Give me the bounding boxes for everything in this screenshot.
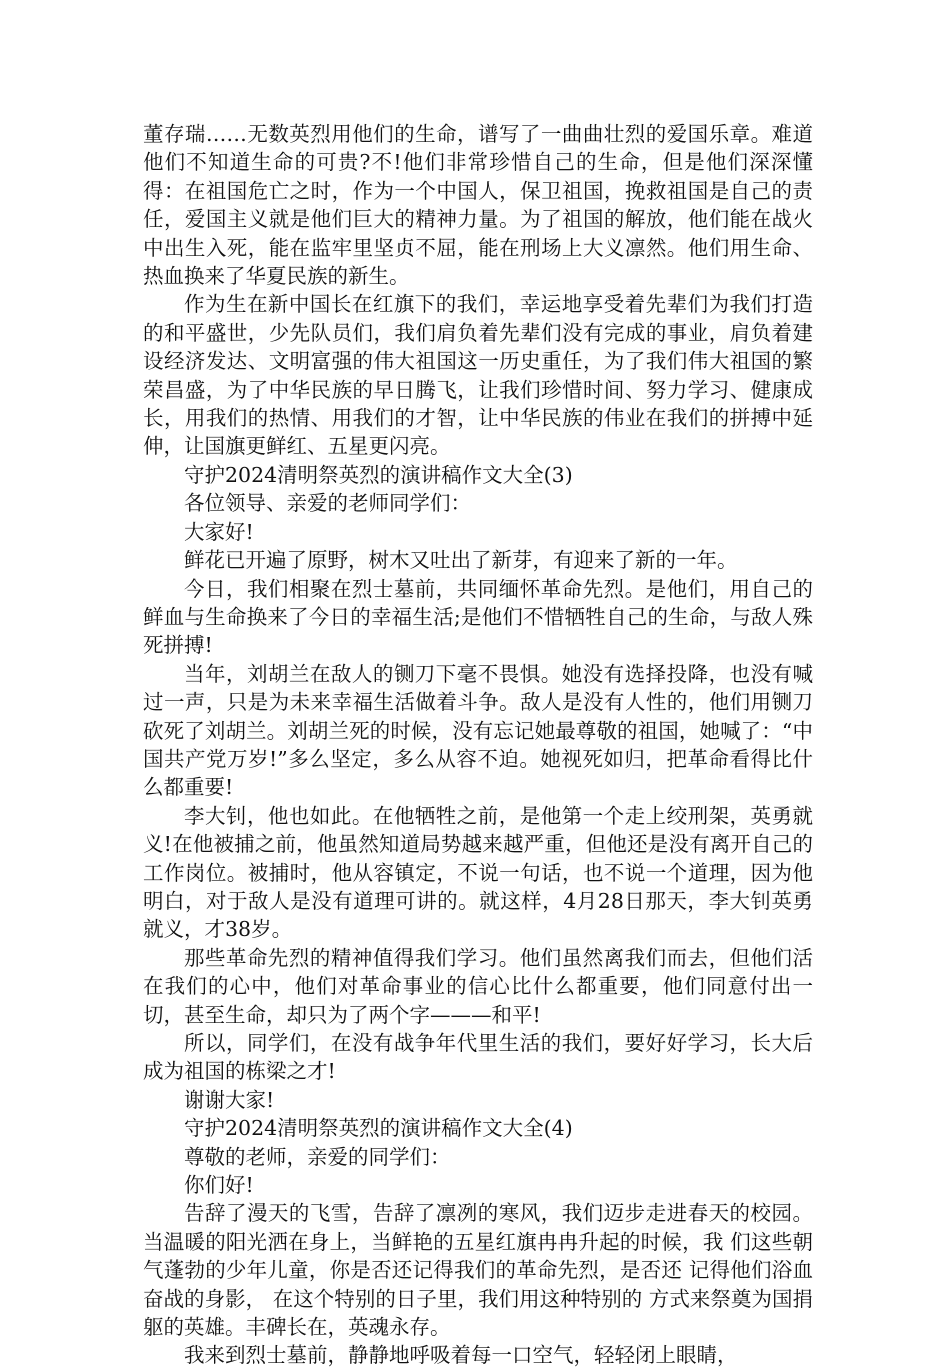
paragraph: 大家好! <box>184 519 254 544</box>
paragraph: 你们好! <box>184 1173 254 1198</box>
paragraph: 那些革命先烈的精神值得我们学习。他们虽然离我们而去，但他们活在我们的心中，他们对革命事业的信心比什么都重要，他们同意付出一切，甚至生命，却只为了两个字———和平! <box>143 945 813 1027</box>
paragraph: 我来到烈士墓前，静静地呼吸着每一口空气，轻轻闭上眼睛， <box>184 1343 738 1368</box>
paragraph: 谢谢大家! <box>184 1087 275 1112</box>
paragraph: 各位领导、亲爱的老师同学们： <box>184 491 471 516</box>
paragraph: 当年，刘胡兰在敌人的铡刀下毫不畏惧。她没有选择投降，也没有喊过一声，只是为未来幸福生活做着斗争。敌人是没有人性的，他们用铡刀砍死了刘胡兰。刘胡兰死的时候，没有忘记她最尊敬的祖国，她喊了：“中国共产党万岁!”多么坚定，多么从容不迫。她视死如归，把革命看得比什么都重要! <box>143 661 813 800</box>
paragraph: 今日，我们相聚在烈士墓前，共同缅怀革命先烈。是他们，用自己的鲜血与生命换来了今日的幸福生活;是他们不惜牺牲自己的生命，与敌人殊死拼搏! <box>143 576 813 658</box>
paragraph: 守护2024清明祭英烈的演讲稿作文大全(3) <box>184 462 573 487</box>
paragraph: 尊敬的老师，亲爱的同学们： <box>184 1144 451 1169</box>
paragraph: 鲜花已开遍了原野，树木又吐出了新芽，有迎来了新的一年。 <box>184 548 738 573</box>
paragraph: 李大钊，他也如此。在他牺牲之前，是他第一个走上绞刑架，英勇就义!在他被捕之前，他虽然知道局势越来越严重，但他还是没有离开自己的工作岗位。被捕时，他从容镇定，不说一句话，也不说一个道理，因为他明白，对于敌人是没有道理可讲的。就这样，4月28日那天，李大钊英勇就义，才38岁。 <box>143 803 813 942</box>
paragraph: 董存瑞……无数英烈用他们的生命，谱写了一曲曲壮烈的爱国乐章。难道他们不知道生命的可贵?不!他们非常珍惜自己的生命，但是他们深深懂得：在祖国危亡之时，作为一个中国人，保卫祖国，挽救祖国是自己的责任，爱国主义就是他们巨大的精神力量。为了祖国的解放，他们能在战火中出生入死，能在监牢里坚贞不屈，能在刑场上大义凛然。他们用生命、热血换来了华夏民族的新生。 <box>143 122 813 289</box>
paragraph: 作为生在新中国长在红旗下的我们，幸运地享受着先辈们为我们打造的和平盛世，少先队员们，我们肩负着先辈们没有完成的事业，肩负着建设经济发达、文明富强的伟大祖国这一历史重任，为了我们伟大祖国的繁荣昌盛，为了中华民族的早日腾飞，让我们珍惜时间、努力学习、健康成长，用我们的热情、用我们的才智，让中华民族的伟业在我们的拼搏中延伸，让国旗更鲜红、五星更闪亮。 <box>143 292 813 459</box>
document-body <box>143 120 813 1370</box>
paragraph: 所以，同学们，在没有战争年代里生活的我们，要好好学习，长大后成为祖国的栋梁之才! <box>143 1031 813 1084</box>
paragraph: 告辞了漫天的飞雪，告辞了凛冽的寒风，我们迈步走进春天的校园。当温暖的阳光洒在身上，当鲜艳的五星红旗冉冉升起的时候，我 们这些朝气蓬勃的少年儿童，你是否还记得我们的革命先烈，是否还 记得他们浴血奋战的身影， 在这个特别的日子里，我们用这种特别的 方式来祭奠为国捐躯的英雄。丰碑长在，英魂永存。 <box>143 1201 813 1340</box>
paragraph: 守护2024清明祭英烈的演讲稿作文大全(4) <box>184 1116 573 1141</box>
